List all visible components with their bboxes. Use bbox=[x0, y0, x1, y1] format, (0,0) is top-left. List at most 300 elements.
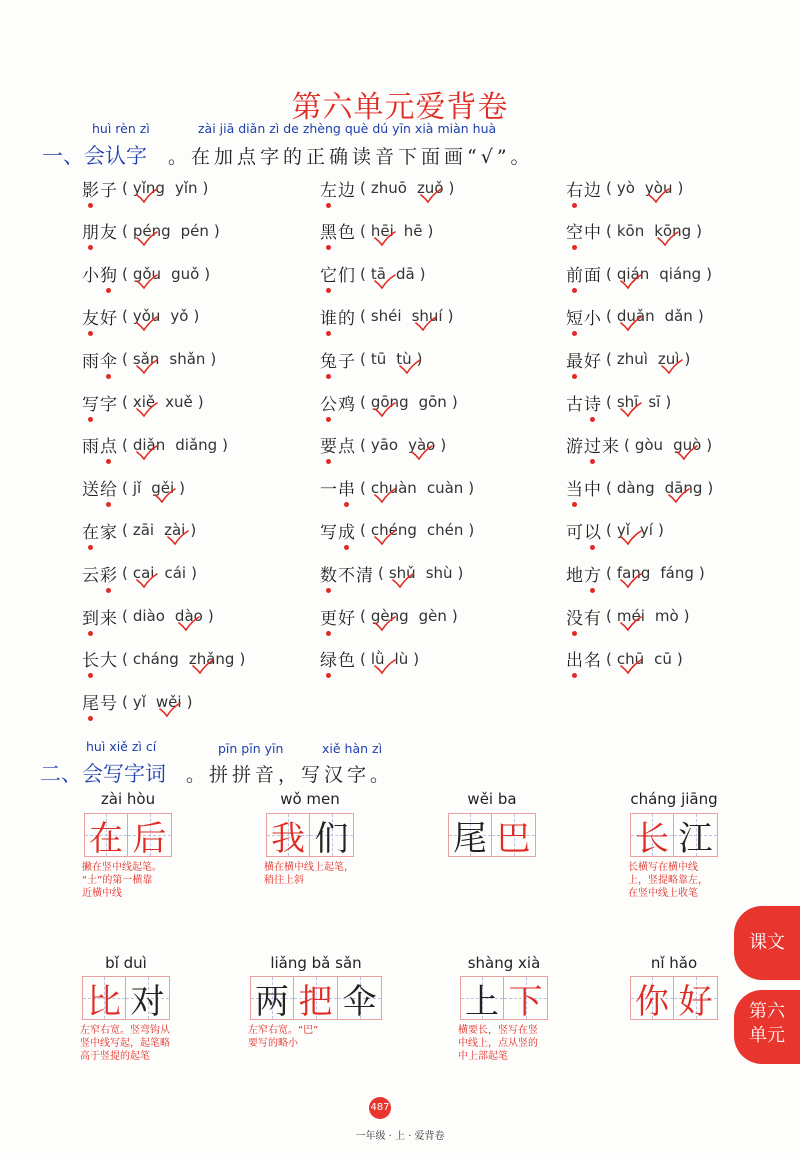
writing-cell[interactable] bbox=[674, 976, 718, 1020]
reading-word bbox=[82, 432, 118, 457]
writing-cell[interactable] bbox=[310, 813, 354, 857]
reading-item bbox=[82, 644, 245, 674]
emphasis-dot bbox=[326, 673, 331, 678]
reading-word bbox=[566, 646, 602, 671]
reading-item bbox=[320, 216, 433, 246]
pinyin-option[interactable]: yǐn bbox=[174, 179, 198, 197]
checkmark-icon bbox=[656, 231, 680, 247]
emphasis-dot bbox=[88, 245, 93, 250]
section2-heading-pinyin: huì xiě zì cí bbox=[86, 739, 157, 754]
reading-item bbox=[82, 387, 204, 417]
pinyin-option[interactable]: shǎn bbox=[169, 350, 206, 369]
reading-word-text: 云彩 bbox=[82, 565, 118, 586]
reading-item bbox=[566, 644, 683, 674]
reading-word bbox=[82, 218, 118, 243]
written-character: 在 bbox=[89, 818, 123, 859]
pinyin-options: ( yǐng yǐn ) bbox=[122, 179, 208, 197]
reading-item bbox=[320, 430, 446, 460]
reading-word-text: 尾号 bbox=[82, 694, 118, 715]
emphasis-dot bbox=[326, 288, 331, 293]
checkmark-icon bbox=[619, 274, 643, 290]
reading-word bbox=[320, 432, 356, 457]
writing-pinyin: shàng xià bbox=[467, 954, 541, 972]
pinyin-option[interactable]: yǒu bbox=[133, 307, 161, 325]
writing-grid[interactable] bbox=[630, 813, 718, 857]
pinyin-options: ( zhuì zuì ) bbox=[606, 350, 690, 368]
section1-instruction: 。在加点字的正确读音下面画“√”。 bbox=[168, 146, 534, 168]
reading-word bbox=[320, 475, 356, 500]
writing-cell[interactable] bbox=[84, 813, 128, 857]
reading-item bbox=[320, 515, 474, 545]
reading-word-text: 出名 bbox=[566, 651, 602, 672]
checkmark-icon bbox=[373, 659, 397, 675]
reading-word bbox=[566, 218, 602, 243]
tab-lesson[interactable]: 课文 bbox=[734, 906, 800, 980]
checkmark-icon bbox=[135, 188, 159, 204]
pinyin-option[interactable]: shī bbox=[617, 393, 639, 411]
page-number-badge: 487 bbox=[369, 1097, 391, 1119]
written-character: 下 bbox=[508, 981, 543, 1022]
pinyin-option[interactable]: diǎn bbox=[133, 436, 165, 454]
pinyin-option[interactable]: yò bbox=[616, 179, 635, 197]
reading-item bbox=[82, 601, 214, 631]
pinyin-options: ( méi mò ) bbox=[606, 607, 690, 625]
writing-pinyin: cháng jiāng bbox=[630, 790, 718, 808]
pinyin-options: ( zhuō zuǒ ) bbox=[360, 179, 454, 197]
checkmark-icon bbox=[158, 702, 182, 718]
pinyin-option[interactable]: dāng bbox=[665, 479, 703, 497]
pinyin-options: ( diào dào ) bbox=[122, 607, 214, 625]
checkmark-icon bbox=[667, 488, 691, 504]
pinyin-option[interactable]: gěi bbox=[151, 479, 174, 497]
pinyin-option[interactable]: yòu bbox=[645, 179, 673, 197]
checkmark-icon bbox=[410, 445, 434, 461]
emphasis-dot bbox=[572, 374, 577, 379]
emphasis-dot bbox=[326, 245, 331, 250]
emphasis-dot bbox=[590, 545, 595, 550]
stroke-note: 横要长，竖写在竖 中线上，点从竖的 中上部起笔 bbox=[458, 1025, 538, 1062]
emphasis-dot bbox=[572, 673, 577, 678]
pinyin-options: ( gòu guò ) bbox=[624, 436, 712, 454]
emphasis-dot bbox=[326, 588, 331, 593]
checkmark-icon bbox=[135, 402, 159, 418]
pinyin-option[interactable]: sī bbox=[648, 393, 661, 411]
writing-grid[interactable] bbox=[82, 976, 170, 1020]
pinyin-option[interactable]: kōng bbox=[654, 222, 691, 240]
emphasis-dot bbox=[590, 459, 595, 464]
checkmark-icon bbox=[391, 573, 415, 589]
pinyin-option[interactable]: fáng bbox=[660, 564, 694, 583]
writing-cell[interactable] bbox=[492, 813, 536, 857]
writing-cell[interactable] bbox=[448, 813, 492, 857]
reading-item bbox=[566, 473, 713, 503]
writing-pinyin: wǒ men bbox=[280, 790, 340, 808]
reading-item bbox=[320, 259, 426, 289]
pinyin-options: ( diǎn diǎng ) bbox=[122, 436, 228, 454]
emphasis-dot bbox=[590, 588, 595, 593]
reading-word bbox=[566, 604, 602, 629]
checkmark-icon bbox=[191, 659, 215, 675]
pinyin-option[interactable]: yǒ bbox=[170, 307, 189, 326]
reading-word bbox=[320, 561, 374, 586]
pinyin-option[interactable]: gòu bbox=[634, 435, 664, 454]
emphasis-dot bbox=[106, 288, 111, 293]
writing-cell[interactable] bbox=[266, 813, 310, 857]
pinyin-option[interactable]: lù bbox=[394, 649, 409, 668]
reading-item bbox=[320, 173, 454, 203]
reading-word-text: 它们 bbox=[320, 266, 356, 287]
checkmark-icon bbox=[373, 488, 397, 504]
writing-grid[interactable] bbox=[250, 976, 382, 1020]
reading-item bbox=[566, 216, 702, 246]
reading-item bbox=[566, 430, 712, 460]
section2-instr-pinyin-2: xiě hàn zì bbox=[322, 741, 383, 756]
reading-word bbox=[320, 646, 356, 671]
writing-grid[interactable] bbox=[460, 976, 548, 1020]
reading-word bbox=[82, 176, 118, 201]
pinyin-option[interactable]: dào bbox=[175, 607, 203, 625]
pinyin-option[interactable]: péng bbox=[133, 222, 171, 240]
reading-item bbox=[82, 216, 220, 246]
pinyin-option[interactable]: chéng bbox=[371, 521, 417, 539]
pinyin-option[interactable]: yào bbox=[408, 436, 435, 454]
reading-item bbox=[566, 301, 704, 331]
pinyin-option[interactable]: xiě bbox=[133, 393, 155, 411]
emphasis-dot bbox=[572, 245, 577, 250]
reading-item bbox=[320, 301, 453, 331]
checkmark-icon bbox=[373, 616, 397, 632]
pinyin-options: ( sǎn shǎn ) bbox=[122, 350, 216, 368]
pinyin-option[interactable]: cai bbox=[133, 564, 155, 582]
written-character: 好 bbox=[678, 981, 713, 1022]
pinyin-option[interactable]: duǎn bbox=[617, 307, 655, 325]
reading-word bbox=[566, 561, 602, 586]
reading-item bbox=[82, 515, 196, 545]
writing-cell[interactable] bbox=[128, 813, 172, 857]
reading-item bbox=[566, 387, 671, 417]
written-character: 我 bbox=[271, 818, 305, 859]
pinyin-options: ( fang fáng ) bbox=[606, 564, 705, 582]
checkmark-icon bbox=[675, 445, 699, 461]
reading-word-text: 更好 bbox=[320, 608, 356, 629]
reading-word-text: 长大 bbox=[82, 651, 118, 672]
pinyin-option[interactable]: cuàn bbox=[426, 478, 464, 497]
pinyin-options: ( cháng zhǎng ) bbox=[122, 650, 245, 668]
footer: 一年级 · 上 · 爱背卷 bbox=[355, 1131, 445, 1142]
pinyin-option[interactable]: qián bbox=[617, 265, 649, 283]
reading-word bbox=[566, 176, 602, 201]
reading-item bbox=[566, 344, 690, 374]
reading-word-text: 可以 bbox=[566, 522, 602, 543]
written-character: 伞 bbox=[342, 981, 377, 1022]
pinyin-option[interactable]: chén bbox=[426, 521, 464, 540]
reading-item bbox=[82, 473, 185, 503]
writing-cell[interactable] bbox=[504, 976, 548, 1020]
reading-word-text: 影子 bbox=[82, 180, 118, 201]
pinyin-options: ( shéi shuí ) bbox=[360, 307, 453, 325]
pinyin-option[interactable]: wěi bbox=[156, 693, 182, 711]
reading-item bbox=[82, 259, 210, 289]
reading-item bbox=[320, 558, 463, 588]
pinyin-option[interactable]: zāi bbox=[132, 521, 155, 540]
pinyin-options: ( qián qiáng ) bbox=[606, 265, 712, 283]
written-character: 你 bbox=[635, 981, 669, 1022]
emphasis-dot bbox=[88, 417, 93, 422]
emphasis-dot bbox=[88, 631, 93, 636]
written-character: 对 bbox=[130, 981, 165, 1022]
pinyin-options: ( jǐ gěi ) bbox=[122, 479, 185, 497]
reading-item bbox=[82, 430, 228, 460]
writing-grid[interactable] bbox=[266, 813, 354, 857]
checkmark-icon bbox=[619, 616, 643, 632]
pinyin-option[interactable]: cháng bbox=[132, 649, 179, 668]
pinyin-option[interactable]: diào bbox=[132, 607, 165, 625]
pinyin-option[interactable]: gèn bbox=[418, 607, 447, 625]
pinyin-options: ( xiě xuě ) bbox=[122, 393, 204, 411]
reading-word bbox=[82, 646, 118, 671]
pinyin-option[interactable]: zài bbox=[164, 521, 185, 539]
pinyin-option[interactable]: yí bbox=[639, 521, 653, 540]
reading-word-text: 要点 bbox=[320, 437, 356, 458]
section1-heading-pinyin: huì rèn zì bbox=[92, 121, 150, 136]
reading-word bbox=[320, 347, 356, 372]
written-character: 比 bbox=[87, 981, 121, 1022]
pinyin-option[interactable]: cái bbox=[164, 564, 187, 583]
pinyin-option[interactable]: yǐ bbox=[617, 521, 630, 539]
pinyin-option[interactable]: guò bbox=[673, 436, 701, 454]
checkmark-icon bbox=[373, 530, 397, 546]
reading-word-text: 短小 bbox=[566, 308, 602, 329]
pinyin-option[interactable]: guǒ bbox=[171, 264, 200, 283]
emphasis-dot bbox=[106, 588, 111, 593]
pinyin-option[interactable]: gōn bbox=[418, 393, 447, 411]
reading-word-text: 写成 bbox=[320, 522, 356, 543]
emphasis-dot bbox=[326, 417, 331, 422]
reading-word-text: 友好 bbox=[82, 308, 118, 329]
pinyin-option[interactable]: xuě bbox=[165, 393, 193, 411]
checkmark-icon bbox=[135, 359, 159, 375]
section1-heading: 一、会认字 bbox=[42, 144, 147, 168]
pinyin-option[interactable]: fang bbox=[617, 564, 651, 582]
pinyin-options: ( yāo yào ) bbox=[360, 436, 446, 454]
pinyin-options: ( péng pén ) bbox=[122, 222, 220, 240]
pinyin-option[interactable]: sǎn bbox=[133, 350, 160, 368]
written-character: 上 bbox=[465, 981, 499, 1022]
pinyin-option[interactable]: yāo bbox=[370, 435, 399, 454]
pinyin-option[interactable]: tā bbox=[371, 265, 386, 283]
writing-pinyin: nǐ hǎo bbox=[650, 954, 698, 972]
writing-grid[interactable] bbox=[84, 813, 172, 857]
pinyin-option[interactable]: diǎng bbox=[175, 435, 218, 454]
checkmark-icon bbox=[619, 316, 643, 332]
pinyin-option[interactable]: chū bbox=[617, 650, 644, 668]
pinyin-option[interactable]: mò bbox=[654, 607, 679, 625]
pinyin-options: ( shǔ shù ) bbox=[378, 564, 463, 582]
reading-word-text: 送给 bbox=[82, 480, 118, 501]
pinyin-option[interactable]: hēi bbox=[371, 222, 394, 240]
writing-cell[interactable] bbox=[460, 976, 504, 1020]
writing-cell[interactable] bbox=[674, 813, 718, 857]
pinyin-options: ( chū cū ) bbox=[606, 650, 683, 668]
reading-word-text: 小狗 bbox=[82, 266, 118, 287]
written-character: 后 bbox=[132, 818, 167, 859]
reading-word-text: 游过来 bbox=[566, 437, 620, 458]
writing-pinyin: zài hòu bbox=[100, 790, 156, 808]
reading-word-text: 没有 bbox=[566, 608, 602, 629]
section2-instr-pinyin-1: pīn pīn yīn bbox=[218, 741, 284, 756]
reading-item bbox=[82, 301, 199, 331]
reading-word-text: 兔子 bbox=[320, 351, 356, 372]
writing-cell[interactable] bbox=[126, 976, 170, 1020]
pinyin-option[interactable]: lǜ bbox=[371, 650, 385, 668]
reading-word-text: 公鸡 bbox=[320, 394, 356, 415]
pinyin-option[interactable]: qiáng bbox=[659, 264, 702, 283]
stroke-note: 横在横中线上起笔， 稍往上斜 bbox=[264, 862, 354, 886]
reading-word-text: 一串 bbox=[320, 480, 356, 501]
reading-item bbox=[566, 601, 690, 631]
reading-word-text: 写字 bbox=[82, 394, 118, 415]
pinyin-option[interactable]: tū bbox=[370, 350, 387, 369]
reading-item bbox=[566, 515, 664, 545]
pinyin-option[interactable]: zuì bbox=[658, 350, 680, 368]
reading-word bbox=[82, 261, 118, 286]
pinyin-option[interactable]: yǐng bbox=[133, 179, 165, 197]
reading-item bbox=[82, 344, 216, 374]
pinyin-option[interactable]: gǒu bbox=[133, 265, 161, 283]
reading-word bbox=[82, 347, 118, 372]
written-character: 长 bbox=[635, 818, 669, 859]
reading-word-text: 黑色 bbox=[320, 223, 356, 244]
emphasis-dot bbox=[88, 545, 93, 550]
writing-cell[interactable] bbox=[294, 976, 338, 1020]
reading-word-text: 当中 bbox=[566, 480, 602, 501]
pinyin-option[interactable]: dàng bbox=[616, 478, 655, 497]
reading-word bbox=[82, 304, 118, 329]
pinyin-option[interactable]: zuǒ bbox=[417, 179, 444, 197]
checkmark-icon bbox=[166, 530, 190, 546]
pinyin-options: ( lǜ lù ) bbox=[360, 650, 419, 668]
checkmark-icon bbox=[135, 231, 159, 247]
reading-word-text: 最好 bbox=[566, 351, 602, 372]
reading-word-text: 雨点 bbox=[82, 437, 118, 458]
reading-item bbox=[566, 259, 712, 289]
pinyin-options: ( yò yòu ) bbox=[606, 179, 683, 197]
checkmark-icon bbox=[419, 188, 443, 204]
emphasis-dot bbox=[326, 331, 331, 336]
emphasis-dot bbox=[326, 203, 331, 208]
pinyin-options: ( yǐ wěi ) bbox=[122, 693, 192, 711]
stroke-note: 长横写在横中线 上，竖提略靠左， 在竖中线上收笔 bbox=[628, 862, 708, 899]
pinyin-option[interactable]: chuàn bbox=[371, 479, 417, 497]
reading-item bbox=[566, 173, 683, 203]
checkmark-icon bbox=[373, 274, 397, 290]
reading-word bbox=[320, 261, 356, 286]
writing-cell[interactable] bbox=[338, 976, 382, 1020]
pinyin-option[interactable]: tù bbox=[396, 350, 411, 368]
pinyin-option[interactable]: pén bbox=[180, 221, 209, 240]
written-character: 巴 bbox=[496, 818, 531, 859]
reading-item bbox=[320, 601, 458, 631]
reading-word bbox=[566, 518, 602, 543]
reading-word-text: 古诗 bbox=[566, 394, 602, 415]
reading-word bbox=[566, 347, 602, 372]
reading-word-text: 前面 bbox=[566, 266, 602, 287]
pinyin-option[interactable]: shéi bbox=[370, 307, 402, 326]
checkmark-icon bbox=[135, 274, 159, 290]
pinyin-option[interactable]: zhuō bbox=[370, 179, 407, 197]
reading-word bbox=[320, 604, 356, 629]
emphasis-dot bbox=[106, 459, 111, 464]
pinyin-option[interactable]: shuí bbox=[412, 307, 443, 325]
reading-item bbox=[320, 644, 419, 674]
emphasis-dot bbox=[572, 288, 577, 293]
pinyin-options: ( kōn kōng ) bbox=[606, 222, 702, 240]
emphasis-dot bbox=[88, 716, 93, 721]
pinyin-options: ( zāi zài ) bbox=[122, 521, 196, 539]
writing-cell[interactable] bbox=[250, 976, 294, 1020]
reading-word bbox=[566, 390, 602, 415]
stroke-note: 左窄右宽。“巴” 要写的略小 bbox=[248, 1025, 319, 1049]
checkmark-icon bbox=[647, 188, 671, 204]
writing-cell[interactable] bbox=[82, 976, 126, 1020]
pinyin-options: ( gèng gèn ) bbox=[360, 607, 458, 625]
checkmark-icon bbox=[619, 573, 643, 589]
reading-word bbox=[82, 390, 118, 415]
reading-item bbox=[320, 387, 458, 417]
section1-instruction-pinyin: zài jiā diǎn zì de zhèng què dú yīn xià miàn huà bbox=[198, 121, 497, 136]
writing-cell[interactable] bbox=[630, 976, 674, 1020]
pinyin-options: ( dàng dāng ) bbox=[606, 479, 713, 497]
reading-word-text: 到来 bbox=[82, 608, 118, 629]
pinyin-option[interactable]: cū bbox=[654, 649, 672, 668]
pinyin-option[interactable]: méi bbox=[617, 607, 645, 625]
pinyin-option[interactable]: shǔ bbox=[389, 564, 416, 582]
tab-unit[interactable]: 第六 单元 bbox=[734, 990, 800, 1064]
pinyin-option[interactable]: kōn bbox=[616, 221, 645, 240]
checkmark-icon bbox=[153, 488, 177, 504]
reading-word bbox=[82, 475, 118, 500]
emphasis-dot bbox=[590, 417, 595, 422]
stroke-note: 撇在竖中线起笔。 “土”的第一横靠 近横中线 bbox=[82, 862, 162, 899]
emphasis-dot bbox=[572, 331, 577, 336]
emphasis-dot bbox=[572, 631, 577, 636]
pinyin-option[interactable]: yǐ bbox=[132, 692, 146, 711]
reading-word bbox=[320, 218, 356, 243]
pinyin-option[interactable]: zhuì bbox=[616, 350, 648, 369]
written-character: 们 bbox=[314, 818, 349, 859]
writing-grid[interactable] bbox=[448, 813, 536, 857]
pinyin-option[interactable]: gèng bbox=[371, 607, 409, 625]
emphasis-dot bbox=[88, 673, 93, 678]
reading-item bbox=[82, 558, 197, 588]
pinyin-option[interactable]: shù bbox=[425, 564, 453, 583]
pinyin-option[interactable]: hē bbox=[403, 221, 423, 240]
writing-pinyin: wěi ba bbox=[467, 790, 517, 808]
pinyin-option[interactable]: zhǎng bbox=[189, 650, 235, 668]
reading-word-text: 朋友 bbox=[82, 223, 118, 244]
checkmark-icon bbox=[660, 359, 684, 375]
writing-grid[interactable] bbox=[630, 976, 718, 1020]
reading-word bbox=[82, 689, 118, 714]
reading-word-text: 在家 bbox=[82, 522, 118, 543]
writing-cell[interactable] bbox=[630, 813, 674, 857]
pinyin-option[interactable]: gōng bbox=[371, 393, 409, 411]
pinyin-options: ( gǒu guǒ ) bbox=[122, 265, 210, 283]
section2-instruction: 。拼拼音，写汉字。 bbox=[186, 764, 394, 786]
pinyin-option[interactable]: dā bbox=[395, 264, 415, 283]
pinyin-option[interactable]: jǐ bbox=[132, 478, 142, 497]
pinyin-option[interactable]: dǎn bbox=[664, 307, 693, 326]
